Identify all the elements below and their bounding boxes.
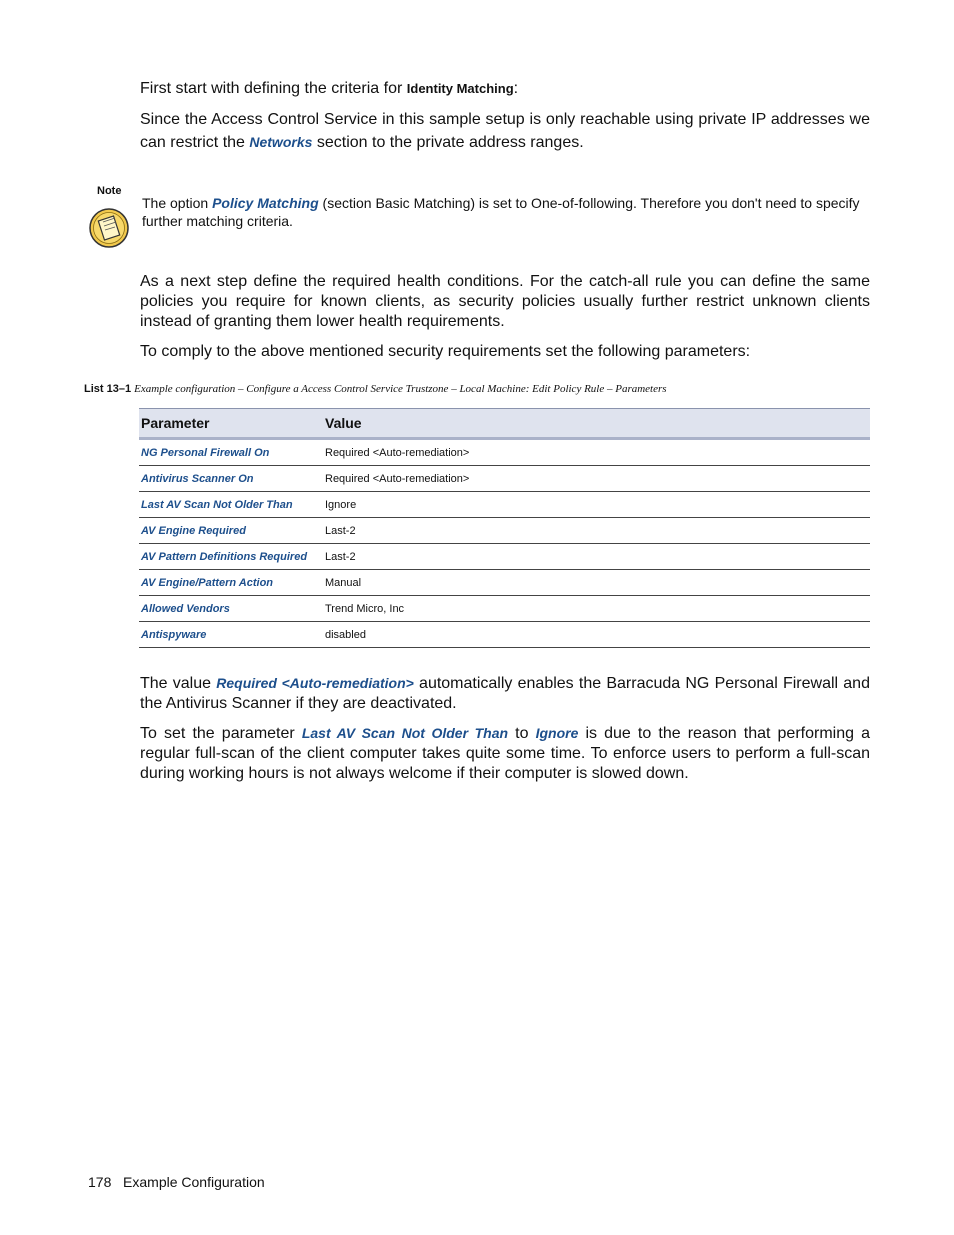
column-header-parameter: Parameter — [139, 409, 323, 439]
paragraph-health-conditions: As a next step define the required health conditions. For the catch-all rule you can define the same policies you require for known clients, as security policies usually further restrict unknown clients instead of granting them lower health requirements. — [140, 273, 870, 330]
table-row — [139, 518, 870, 544]
required-auto-remediation-term: Required <Auto-remediation> — [216, 675, 414, 691]
intro-line-1 — [140, 79, 870, 99]
table-header-row — [139, 409, 870, 439]
intro-colon: : — [513, 80, 519, 97]
page-footer — [88, 1174, 265, 1190]
note-icon — [89, 208, 127, 246]
list-caption-label: List 13–1 — [84, 383, 132, 395]
paragraph-auto-remediation — [140, 673, 870, 714]
note-text-2: (section Basic Matching) is set to One-of-following. Therefore you don't need to specify further matching criteria. — [142, 195, 860, 229]
column-header-value: Value — [323, 409, 870, 439]
last-av-scan-term: Last AV Scan Not Older Than — [301, 725, 509, 741]
parameter-value: Trend Micro, Inc — [323, 596, 870, 622]
ignore-term: Ignore — [535, 725, 579, 741]
networks-term: Networks — [249, 134, 313, 150]
intro-text: First start with defining the criteria for — [140, 80, 407, 97]
table-row — [139, 596, 870, 622]
list-caption-text: Example configuration – Configure a Access Control Service Trustzone – Local Machine: Edit Policy Rule – Parameters — [134, 383, 667, 395]
table-row — [139, 466, 870, 492]
intro-text-3: section to the private address ranges. — [312, 134, 584, 151]
last-av-text-2: to — [508, 725, 536, 742]
parameter-name: NG Personal Firewall On — [139, 439, 323, 466]
identity-matching-term: Identity Matching — [406, 81, 514, 96]
paragraph-comply: To comply to the above mentioned security requirements set the following parameters: — [140, 343, 751, 360]
parameter-name: Allowed Vendors — [139, 596, 323, 622]
parameters-table-wrapper — [139, 408, 870, 648]
auto-remediation-text-2: automatically enables the Barracuda NG Personal Firewall and the Antivirus Scanner if they are deactivated. — [140, 675, 870, 712]
table-row — [139, 622, 870, 648]
table-row — [139, 544, 870, 570]
parameter-name: AV Engine Required — [139, 518, 323, 544]
parameter-value: Required <Auto-remediation> — [323, 439, 870, 466]
intro-line-2 — [140, 109, 870, 154]
policy-matching-term: Policy Matching — [212, 195, 319, 211]
parameter-name: AV Pattern Definitions Required — [139, 544, 323, 570]
intro-text-2: Since the Access Control Service in this sample setup is only reachable using private IP addresses we can restrict the — [140, 111, 870, 151]
parameter-value: Last-2 — [323, 518, 870, 544]
parameter-name: AV Engine/Pattern Action — [139, 570, 323, 596]
note-text-1: The option — [142, 195, 213, 211]
footer-section-title: Example Configuration — [123, 1174, 265, 1190]
page-number: 178 — [88, 1174, 112, 1190]
table-row — [139, 570, 870, 596]
parameter-value: Ignore — [323, 492, 870, 518]
note-text — [142, 194, 872, 230]
parameter-name: Antivirus Scanner On — [139, 466, 323, 492]
last-av-text-3: is due to the reason that performing a regular full-scan of the client computer takes quite some time. To enforce users to perform a full-scan during working hours is not always welcome if their computer is slowed down. — [140, 725, 871, 782]
parameter-value: Last-2 — [323, 544, 870, 570]
list-caption — [84, 383, 884, 395]
note-label: Note — [97, 185, 122, 197]
parameter-name: Last AV Scan Not Older Than — [139, 492, 323, 518]
table-row — [139, 492, 870, 518]
parameters-table — [139, 408, 870, 648]
parameter-value: Required <Auto-remediation> — [323, 466, 870, 492]
parameter-value: disabled — [323, 622, 870, 648]
parameter-name: Antispyware — [139, 622, 323, 648]
last-av-text-1: To set the parameter — [140, 725, 302, 742]
table-row — [139, 439, 870, 466]
auto-remediation-text-1: The value — [140, 675, 217, 692]
parameter-value: Manual — [323, 570, 870, 596]
paragraph-last-av-scan — [140, 723, 870, 784]
